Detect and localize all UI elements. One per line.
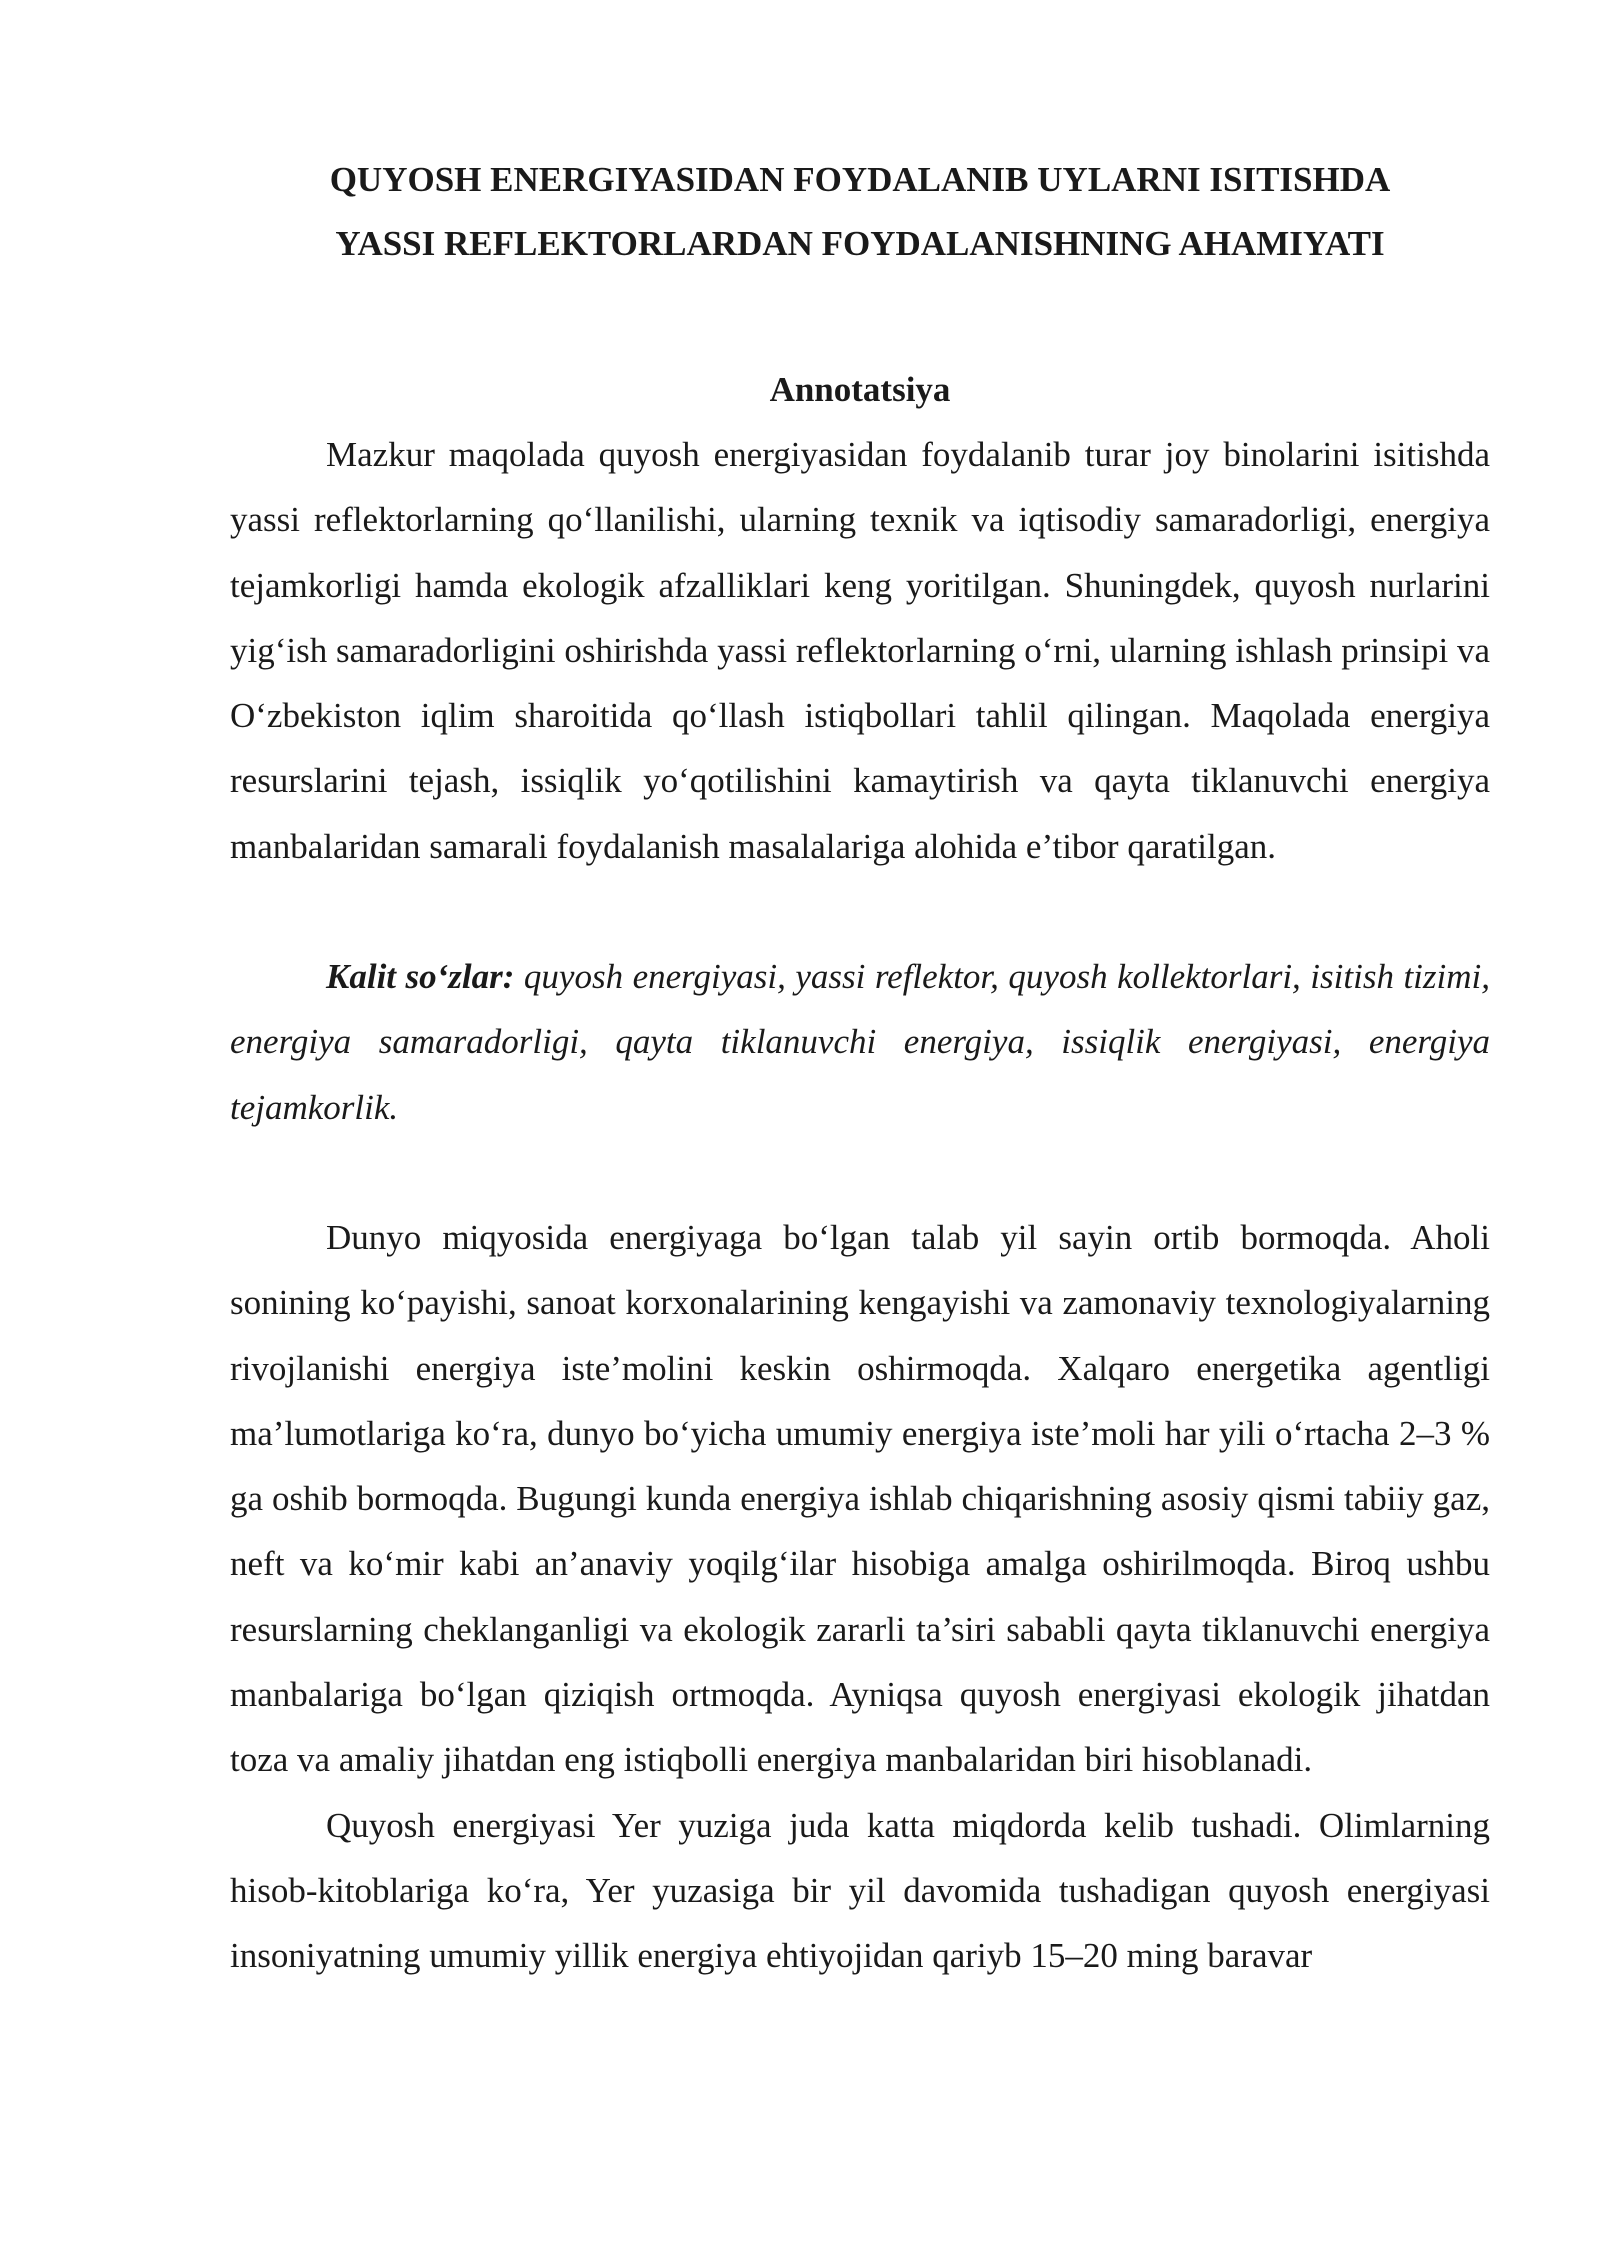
body-paragraph-1: Dunyo miqyosida energiyaga bo‘lgan talab yil sayin ortib bormoqda. Aholi sonining ko‘payishi, sanoat korxonalarining kengayishi va zamonaviy texnologiyalarning rivojlanishi energiya iste’molini keskin oshirmoqda. Xalqaro energetika agentligi ma’lumotlariga ko‘ra, dunyo bo‘yicha umumiy energiya iste’moli har yili o‘rtacha 2–3 % ga oshib bormoqda. Bugungi kunda energiya ishlab chiqarishning asosiy qismi tabiiy gaz, neft va ko‘mir kabi an’anaviy yoqilg‘ilar hisobiga amalga oshirilmoqda. Biroq ushbu resurslarning cheklanganligi va ekologik zararli ta’siri sababli qayta tiklanuvchi energiya manbalariga bo‘lgan qiziqish ortmoqda. Ayniqsa quyosh energiyasi ekologik jihatdan toza va amaliy jihatdan eng istiqbolli energiya manbalaridan biri hisoblanadi. bbox=[230, 1217, 1490, 1780]
annotation-paragraph: Mazkur maqolada quyosh energiyasidan foydalanib turar joy binolarini isitishda yassi reflektorlarning qo‘llanilishi, ularning texnik va iqtisodiy samaradorligi, energiya tejamkorligi hamda ekologik afzalliklari keng yoritilgan. Shuningdek, quyosh nurlarini yig‘ish samaradorligini oshirishda yassi reflektorlarning o‘rni, ularning ishlash prinsipi va O‘zbekiston iqlim sharoitida qo‘llash istiqbollari tahlil qilingan. Maqolada energiya resurslarini tejash, issiqlik yo‘qotilishini kamaytirish va qayta tiklanuvchi energiya manbalaridan samarali foydalanish masalalariga alohida e’tibor qaratilgan. bbox=[230, 435, 1490, 866]
keywords-paragraph bbox=[230, 944, 1490, 1140]
keywords-label: Kalit so‘zlar: bbox=[326, 957, 515, 997]
title-line-2: YASSI REFLEKTORLARDAN FOYDALANISHNING AHAMIYATI bbox=[335, 224, 1385, 263]
document-page bbox=[230, 148, 1490, 1989]
document-title bbox=[230, 148, 1490, 276]
title-line-1: QUYOSH ENERGIYASIDAN FOYDALANIB UYLARNI ISITISHDA bbox=[329, 160, 1391, 199]
body-paragraph-2: Quyosh energiyasi Yer yuziga juda katta miqdorda kelib tushadi. Olimlarning hisob-kitoblariga ko‘ra, Yer yuzasiga bir yil davomida tushadigan quyosh energiyasi insoniyatning umumiy yillik energiya ehtiyojidan qariyb 15–20 ming baravar bbox=[230, 1805, 1490, 1976]
keywords-text: quyosh energiyasi, yassi reflektor, quyosh kollektorlari, isitish tizimi, energiya samaradorligi, qayta tiklanuvchi energiya, issiqlik energiyasi, energiya tejamkorlik. bbox=[230, 957, 1490, 1127]
annotation-heading: Annotatsiya bbox=[769, 370, 951, 409]
